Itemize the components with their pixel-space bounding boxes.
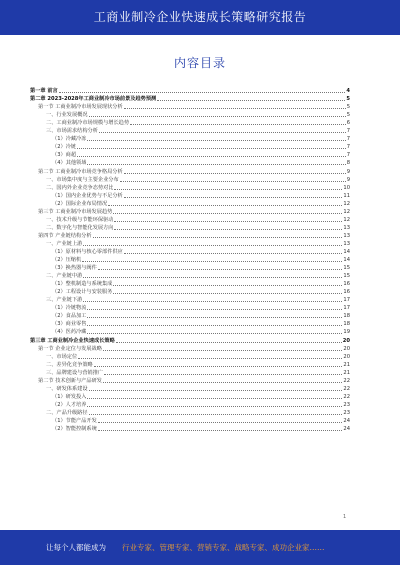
toc-leader-dots	[87, 164, 345, 165]
toc-leader-dots	[114, 229, 342, 230]
toc-entry[interactable]	[30, 288, 350, 296]
toc-leader-dots	[124, 197, 343, 198]
toc-entry-page: 6	[346, 120, 350, 127]
toc-entry[interactable]	[30, 312, 350, 320]
toc-entry-page: 18	[343, 321, 350, 328]
toc-entry-title: （3）商超	[52, 152, 77, 159]
toc-entry-page: 12	[343, 200, 350, 207]
toc-entry-title: （2）食品加工	[52, 313, 87, 320]
toc-entry-title: （3）换热器与阀件	[52, 265, 97, 272]
toc-leader-dots	[99, 132, 346, 133]
toc-leader-dots	[87, 317, 342, 318]
toc-entry-title: 第二节 工商业制冷市场竞争格局分析	[38, 168, 123, 175]
toc-entry[interactable]	[30, 184, 350, 192]
toc-entry-title: （1）国内企业优势与不足分析	[52, 192, 123, 199]
toc-entry-title: 二、工商业制冷市场规模与增长趋势	[46, 120, 130, 127]
toc-entry-title: 二、数字化与智能化发展方向	[46, 224, 114, 231]
toc-entry-title: （1）冷链物流	[52, 305, 87, 312]
toc-entry-page: 13	[343, 224, 350, 231]
toc-entry-title: （2）智能控制系统	[52, 426, 97, 433]
toc-entry[interactable]	[30, 167, 350, 175]
toc-entry-page: 22	[343, 385, 350, 392]
toc-entry-title: （3）商业零售	[52, 321, 87, 328]
toc-entry-title: 第四节 产业链结构分析	[38, 232, 92, 239]
toc-entry-page: 19	[343, 329, 350, 336]
toc-entry-page: 10	[343, 184, 350, 191]
toc-entry-title: 三、市场需求结构分析	[46, 128, 98, 135]
toc-entry-title: 一、产业链上游	[46, 240, 83, 247]
toc-heading: 内容目录	[173, 56, 226, 70]
toc-entry-page: 17	[343, 297, 350, 304]
toc-entry[interactable]	[30, 87, 350, 95]
toc-entry[interactable]	[30, 369, 350, 377]
toc-leader-dots	[113, 285, 342, 286]
toc-entry-page: 13	[343, 232, 350, 239]
toc-entry-title: （2）工程设计与安装服务	[52, 289, 113, 296]
toc-entry-page: 9	[346, 176, 350, 183]
toc-entry-page: 12	[343, 208, 350, 215]
toc-leader-dots	[89, 390, 343, 391]
toc-entry-title: 第一节 企业定位与发展战略	[38, 345, 102, 352]
toc-entry-title: 一、研发体系建设	[46, 385, 88, 392]
toc-entry[interactable]	[30, 264, 350, 272]
report-title: 工商业制冷企业快速成长策略研究报告	[93, 10, 307, 24]
toc-leader-dots	[103, 350, 342, 351]
toc-entry-page: 14	[343, 248, 350, 255]
toc-entry[interactable]	[30, 256, 350, 264]
toc-leader-dots	[77, 156, 346, 157]
toc-entry[interactable]	[30, 385, 350, 393]
toc-entry[interactable]	[30, 232, 350, 240]
toc-entry-title: （1）冷藏冷冻	[52, 136, 87, 143]
toc-leader-dots	[89, 414, 343, 415]
toc-entry[interactable]	[30, 296, 350, 304]
toc-entry-page: 15	[343, 265, 350, 272]
toc-leader-dots	[87, 309, 342, 310]
toc-entry[interactable]	[30, 151, 350, 159]
toc-leader-dots	[87, 333, 342, 334]
toc-entry[interactable]	[30, 127, 350, 135]
toc-entry-title: 第二章 2023-2028年工商业制冷市场前景及趋势预测	[30, 96, 157, 103]
toc-entry[interactable]	[30, 119, 350, 127]
toc-entry[interactable]	[30, 176, 350, 184]
toc-leader-dots	[104, 374, 342, 375]
toc-entry-title: （1）整机制造与系统集成	[52, 281, 113, 288]
toc-entry-title: 一、市场定位	[46, 353, 78, 360]
toc-entry[interactable]	[30, 95, 350, 103]
toc-leader-dots	[124, 173, 346, 174]
toc-entry-page: 11	[343, 192, 350, 199]
toc-entry[interactable]	[30, 224, 350, 232]
toc-entry[interactable]	[30, 409, 350, 417]
toc-leader-dots	[82, 261, 342, 262]
toc-leader-dots	[98, 422, 343, 423]
toc-entry-page: 8	[346, 160, 350, 167]
toc-entry[interactable]	[30, 200, 350, 208]
toc-entry[interactable]	[30, 393, 350, 401]
toc-entry-title: （1）原材料与核心零部件供应	[52, 248, 123, 255]
toc-entry-page: 18	[343, 313, 350, 320]
toc-entry-title: （2）国际企业布局情况	[52, 200, 108, 207]
toc-leader-dots	[87, 398, 342, 399]
toc-entry[interactable]	[30, 192, 350, 200]
toc-entry-page: 9	[346, 168, 350, 175]
toc-leader-dots	[124, 253, 343, 254]
toc-entry[interactable]	[30, 143, 350, 151]
toc-entry[interactable]	[30, 417, 350, 425]
footer-bar	[0, 530, 400, 565]
toc-entry-page: 5	[346, 96, 350, 103]
toc-entry[interactable]	[30, 377, 350, 385]
toc-entry-page: 17	[343, 305, 350, 312]
toc-entry-page: 22	[343, 377, 350, 384]
toc-entry[interactable]	[30, 304, 350, 312]
toc-entry-title: 三、产业链下游	[46, 297, 83, 304]
toc-entry[interactable]	[30, 345, 350, 353]
toc-leader-dots	[108, 205, 342, 206]
toc-entry-page: 14	[343, 257, 350, 264]
page-number: 1	[343, 514, 347, 520]
toc-leader-dots	[89, 116, 346, 117]
toc-entry-title: （1）节能产品开发	[52, 417, 97, 424]
toc-leader-dots	[83, 277, 342, 278]
toc-entry-title: （2）压缩机	[52, 257, 82, 264]
toc-leader-dots	[94, 366, 343, 367]
toc-entry-page: 7	[346, 128, 350, 135]
toc-entry[interactable]	[30, 401, 350, 409]
footer-slogan: 让每个人都能成为	[46, 543, 106, 552]
toc-leader-dots	[93, 237, 343, 238]
toc-entry[interactable]	[30, 320, 350, 328]
table-of-contents	[30, 87, 350, 433]
toc-entry-page: 20	[343, 353, 350, 360]
toc-leader-dots	[120, 181, 346, 182]
toc-leader-dots	[98, 269, 343, 270]
toc-leader-dots	[59, 92, 346, 93]
toc-entry-page: 22	[343, 393, 350, 400]
toc-entry-title: 一、技术升级与节能环保驱动	[46, 216, 114, 223]
toc-entry-page: 4	[346, 88, 350, 95]
toc-entry[interactable]	[30, 208, 350, 216]
toc-leader-dots	[157, 100, 345, 101]
toc-entry-page: 12	[343, 216, 350, 223]
toc-leader-dots	[113, 293, 342, 294]
toc-entry-page: 21	[343, 369, 350, 376]
toc-entry[interactable]	[30, 425, 350, 433]
toc-leader-dots	[83, 245, 342, 246]
toc-entry[interactable]	[30, 328, 350, 336]
footer-tagline: 行业专家、管理专家、营销专家、战略专家、成功企业家……	[122, 543, 325, 552]
toc-entry-title: 第三章 工商业制冷企业快速成长策略	[30, 337, 115, 344]
toc-entry[interactable]	[30, 336, 350, 344]
toc-entry-title: （1）研发投入	[52, 393, 87, 400]
toc-leader-dots	[87, 140, 345, 141]
toc-leader-dots	[98, 430, 343, 431]
toc-entry[interactable]	[30, 361, 350, 369]
toc-entry-title: （4）医药冷藏	[52, 329, 87, 336]
toc-entry-title: （4）其他领域	[52, 160, 87, 167]
toc-entry-page: 5	[346, 104, 350, 111]
toc-entry-page: 23	[343, 409, 350, 416]
toc-entry-page: 16	[343, 289, 350, 296]
toc-entry-title: 二、差异化竞争策略	[46, 361, 93, 368]
toc-entry[interactable]	[30, 216, 350, 224]
toc-entry-title: 第一节 工商业制冷市场发展现状分析	[38, 104, 123, 111]
toc-entry-page: 7	[346, 136, 350, 143]
toc-entry-page: 20	[343, 345, 350, 352]
toc-entry-page: 7	[346, 152, 350, 159]
toc-entry-title: 第三节 工商业制冷市场发展趋势	[38, 208, 113, 215]
toc-entry[interactable]	[30, 248, 350, 256]
toc-entry[interactable]	[30, 240, 350, 248]
toc-leader-dots	[124, 108, 346, 109]
toc-leader-dots	[114, 221, 342, 222]
toc-entry-page: 15	[343, 273, 350, 280]
toc-leader-dots	[116, 342, 342, 343]
toc-leader-dots	[77, 148, 346, 149]
toc-entry-title: 二、国内外企业竞争态势对比	[46, 184, 114, 191]
toc-entry-title: 第二节 技术创新与产品研发	[38, 377, 102, 384]
toc-entry[interactable]	[30, 135, 350, 143]
toc-entry-page: 21	[343, 361, 350, 368]
toc-leader-dots	[103, 382, 342, 383]
toc-entry[interactable]	[30, 272, 350, 280]
toc-entry-title: 一、行业发展概况	[46, 112, 88, 119]
toc-leader-dots	[78, 358, 342, 359]
toc-entry-page: 7	[346, 144, 350, 151]
toc-entry-page: 20	[342, 337, 350, 344]
toc-entry-title: 第一章 前言	[30, 88, 58, 95]
toc-entry[interactable]	[30, 159, 350, 167]
toc-entry-page: 24	[343, 417, 350, 424]
toc-leader-dots	[114, 189, 342, 190]
toc-leader-dots	[113, 213, 342, 214]
toc-entry[interactable]	[30, 103, 350, 111]
toc-entry-title: 三、品牌建设与营销推广	[46, 369, 104, 376]
toc-entry-title: （2）冷链	[52, 144, 77, 151]
toc-entry-page: 16	[343, 281, 350, 288]
toc-entry-page: 13	[343, 240, 350, 247]
toc-entry-page: 24	[343, 426, 350, 433]
toc-leader-dots	[130, 124, 346, 125]
toc-leader-dots	[83, 301, 342, 302]
toc-entry-page: 23	[343, 401, 350, 408]
toc-entry-title: （2）人才培养	[52, 401, 87, 408]
toc-entry-title: 一、市场集中度与主要企业分布	[46, 176, 119, 183]
toc-entry[interactable]	[30, 280, 350, 288]
toc-leader-dots	[87, 325, 342, 326]
toc-entry-title: 二、产业链中游	[46, 273, 83, 280]
toc-entry-title: 二、产品升级路径	[46, 409, 88, 416]
toc-entry[interactable]	[30, 353, 350, 361]
toc-entry[interactable]	[30, 111, 350, 119]
toc-leader-dots	[87, 406, 342, 407]
report-header	[0, 0, 400, 35]
toc-entry-page: 5	[346, 112, 350, 119]
